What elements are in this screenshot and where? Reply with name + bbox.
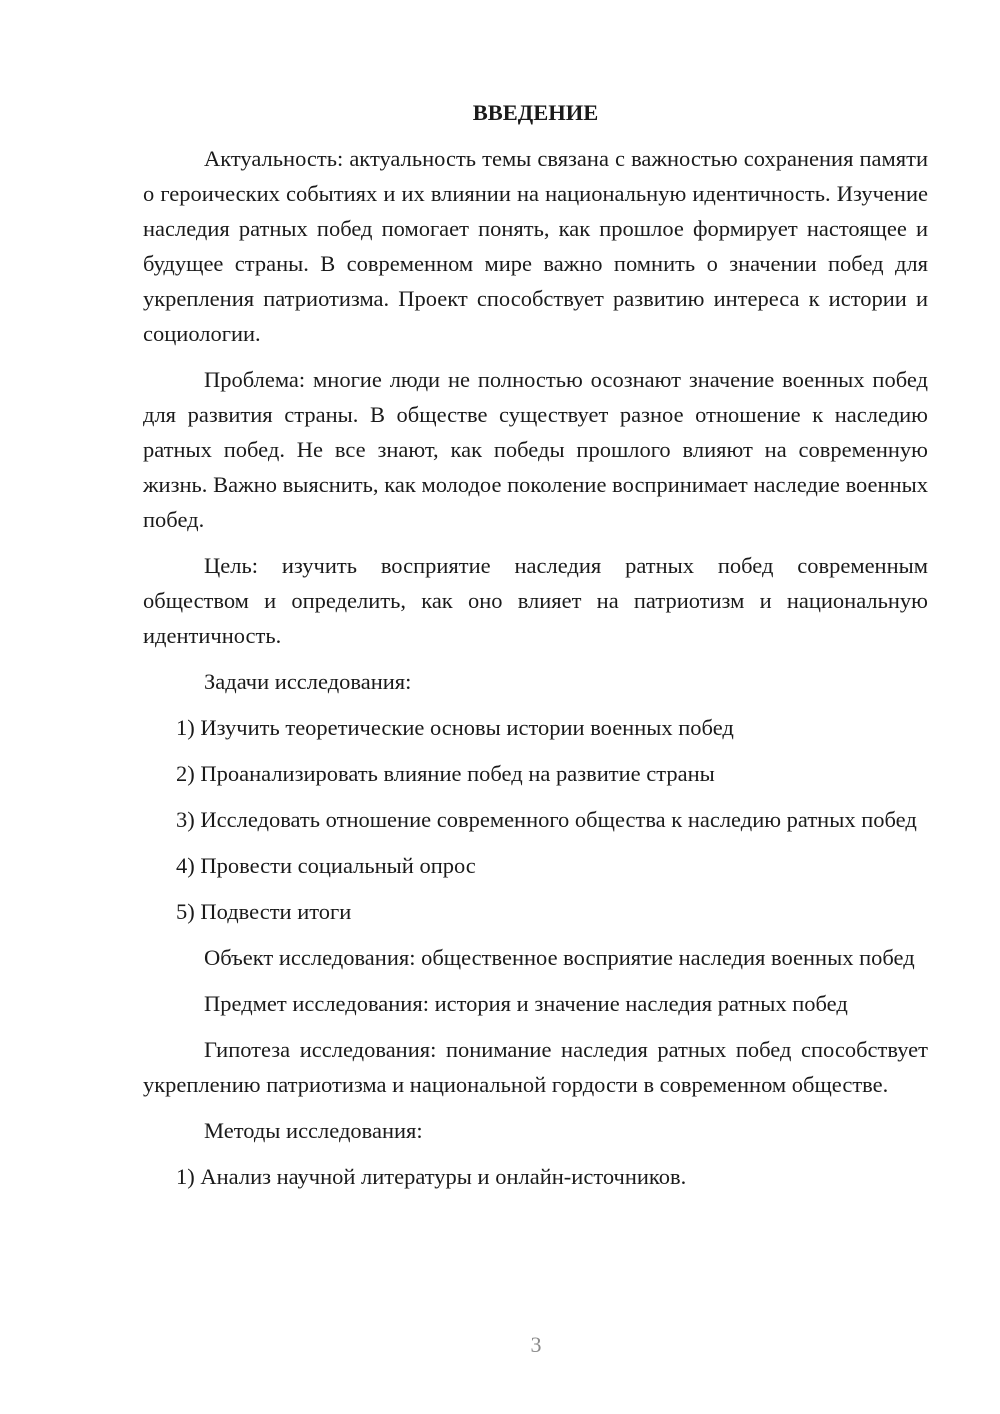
hypothesis-paragraph: Гипотеза исследования: понимание наследия ратных побед способствует укреплению патриотизма и национальной гордости в современном обществе.: [143, 1037, 928, 1097]
subject-paragraph: Предмет исследования: история и значение наследия ратных побед: [204, 991, 848, 1016]
page-number: 3: [530, 1332, 542, 1357]
document-body: [143, 95, 928, 1205]
task-item: 4) Провести социальный опрос: [176, 853, 476, 878]
object-paragraph: Объект исследования: общественное восприятие наследия военных побед: [204, 945, 915, 970]
goal-paragraph: Цель: изучить восприятие наследия ратных побед современным обществом и определить, как оно влияет на патриотизм и национальную идентичность.: [143, 553, 928, 648]
task-item: 1) Изучить теоретические основы истории военных побед: [176, 715, 734, 740]
task-item: 3) Исследовать отношение современного общества к наследию ратных побед: [176, 807, 917, 832]
task-item: 5) Подвести итоги: [176, 899, 352, 924]
methods-heading: Методы исследования:: [204, 1118, 423, 1143]
tasks-heading: Задачи исследования:: [204, 669, 412, 694]
page-title: ВВЕДЕНИЕ: [472, 100, 599, 125]
relevance-paragraph: Актуальность: актуальность темы связана с важностью сохранения памяти о героических событиях и их влиянии на национальную идентичность. Изучение наследия ратных побед помогает понять, как прошлое формирует настоящее и будущее страны. В современном мире важно помнить о значении побед для укрепления патриотизма. Проект способствует развитию интереса к истории и социологии.: [143, 146, 928, 346]
problem-paragraph: Проблема: многие люди не полностью осознают значение военных побед для развития страны. В обществе существует разное отношение к наследию ратных побед. Не все знают, как победы прошлого влияют на современную жизнь. Важно выяснить, как молодое поколение воспринимает наследие военных побед.: [143, 367, 928, 532]
method-item: 1) Анализ научной литературы и онлайн-источников.: [176, 1164, 687, 1189]
task-item: 2) Проанализировать влияние побед на развитие страны: [176, 761, 715, 786]
